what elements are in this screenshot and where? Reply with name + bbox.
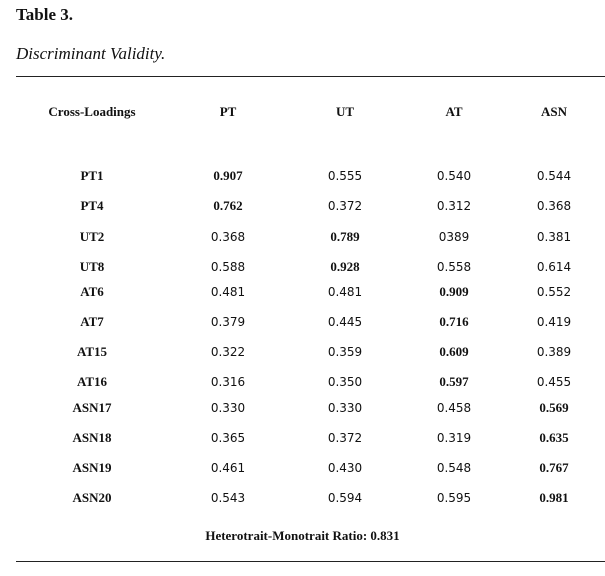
row-label: AT7 bbox=[80, 314, 104, 329]
table-row bbox=[0, 460, 605, 476]
loading-value: 0389 bbox=[438, 230, 470, 244]
bottom-rule bbox=[16, 561, 605, 562]
table-row bbox=[0, 490, 605, 506]
row-label: ASN17 bbox=[72, 400, 112, 415]
loading-value: 0.762 bbox=[213, 198, 243, 213]
loading-value: 0.372 bbox=[327, 199, 363, 213]
loading-value: 0.419 bbox=[536, 315, 572, 329]
loading-value: 0.445 bbox=[327, 315, 363, 329]
loading-value: 0.543 bbox=[210, 491, 246, 505]
table-caption: Discriminant Validity. bbox=[16, 44, 166, 63]
loading-value: 0.368 bbox=[536, 199, 572, 213]
loading-value: 0.928 bbox=[330, 259, 360, 274]
htmt-ratio-note: Heterotrait-Monotrait Ratio: 0.831 bbox=[205, 528, 400, 543]
table-row bbox=[0, 344, 605, 360]
loading-value: 0.558 bbox=[436, 260, 472, 274]
loading-value: 0.316 bbox=[210, 375, 246, 389]
loading-value: 0.552 bbox=[536, 285, 572, 299]
loading-value: 0.481 bbox=[210, 285, 246, 299]
table-row bbox=[0, 284, 605, 300]
table-row bbox=[0, 430, 605, 446]
header-at: AT bbox=[445, 104, 463, 119]
loading-value: 0.461 bbox=[210, 461, 246, 475]
loading-value: 0.595 bbox=[436, 491, 472, 505]
loading-value: 0.555 bbox=[327, 169, 363, 183]
table-row bbox=[0, 198, 605, 214]
loading-value: 0.372 bbox=[327, 431, 363, 445]
table-row bbox=[0, 374, 605, 390]
row-label: ASN20 bbox=[72, 490, 112, 505]
row-label: PT1 bbox=[80, 168, 104, 183]
table-row bbox=[0, 229, 605, 245]
loading-value: 0.322 bbox=[210, 345, 246, 359]
loading-value: 0.350 bbox=[327, 375, 363, 389]
top-rule bbox=[16, 76, 605, 77]
table-label: Table 3. bbox=[16, 5, 74, 24]
loading-value: 0.430 bbox=[327, 461, 363, 475]
row-label: AT15 bbox=[76, 344, 108, 359]
header-cross-loadings: Cross-Loadings bbox=[48, 104, 136, 119]
loading-value: 0.319 bbox=[436, 431, 472, 445]
loading-value: 0.389 bbox=[536, 345, 572, 359]
loading-value: 0.365 bbox=[210, 431, 246, 445]
loading-value: 0.359 bbox=[327, 345, 363, 359]
row-label: UT2 bbox=[79, 229, 105, 244]
table-row bbox=[0, 168, 605, 184]
row-label: PT4 bbox=[80, 198, 104, 213]
loading-value: 0.907 bbox=[213, 168, 243, 183]
loading-value: 0.330 bbox=[327, 401, 363, 415]
loading-value: 0.594 bbox=[327, 491, 363, 505]
row-label: ASN18 bbox=[72, 430, 112, 445]
loading-value: 0.597 bbox=[439, 374, 469, 389]
loading-value: 0.548 bbox=[436, 461, 472, 475]
loading-value: 0.544 bbox=[536, 169, 572, 183]
loading-value: 0.458 bbox=[436, 401, 472, 415]
loading-value: 0.330 bbox=[210, 401, 246, 415]
loading-value: 0.789 bbox=[330, 229, 360, 244]
loading-value: 0.909 bbox=[439, 284, 469, 299]
table-header bbox=[0, 104, 605, 122]
loading-value: 0.540 bbox=[436, 169, 472, 183]
header-pt: PT bbox=[219, 104, 237, 119]
table-row bbox=[0, 314, 605, 330]
loading-value: 0.767 bbox=[539, 460, 569, 475]
loading-value: 0.368 bbox=[210, 230, 246, 244]
loading-value: 0.481 bbox=[327, 285, 363, 299]
row-label: AT16 bbox=[76, 374, 108, 389]
row-label: ASN19 bbox=[72, 460, 112, 475]
loading-value: 0.381 bbox=[536, 230, 572, 244]
loading-value: 0.379 bbox=[210, 315, 246, 329]
header-ut: UT bbox=[335, 104, 355, 119]
loading-value: 0.588 bbox=[210, 260, 246, 274]
table-row bbox=[0, 400, 605, 416]
table-row bbox=[0, 259, 605, 275]
row-label: UT8 bbox=[79, 259, 105, 274]
header-asn: ASN bbox=[540, 104, 567, 119]
loading-value: 0.981 bbox=[539, 490, 569, 505]
loading-value: 0.635 bbox=[539, 430, 569, 445]
loading-value: 0.609 bbox=[439, 344, 469, 359]
loading-value: 0.614 bbox=[536, 260, 572, 274]
loading-value: 0.455 bbox=[536, 375, 572, 389]
loading-value: 0.716 bbox=[439, 314, 469, 329]
row-label: AT6 bbox=[80, 284, 104, 299]
loading-value: 0.312 bbox=[436, 199, 472, 213]
loading-value: 0.569 bbox=[539, 400, 569, 415]
